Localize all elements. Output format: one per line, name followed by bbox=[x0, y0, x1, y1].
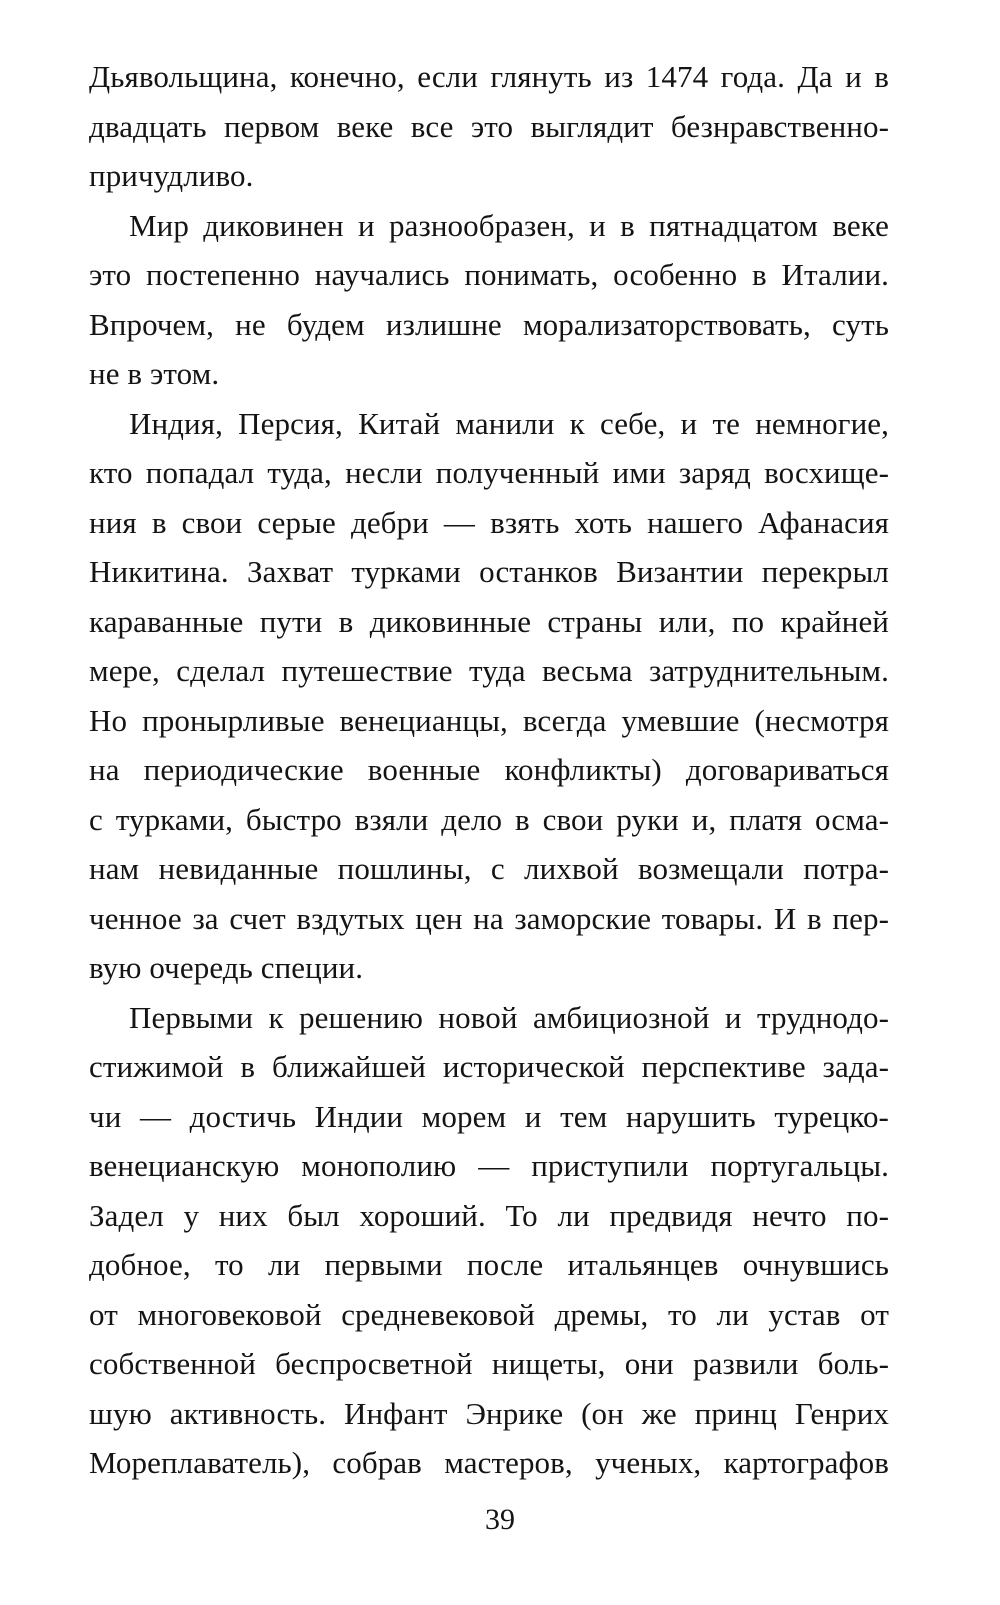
text-line: Индия, Персия, Китай манили к себе, и те немногие, bbox=[129, 405, 889, 441]
text-line: ния в свои серые дебри — взять хоть нашего Афанасия bbox=[89, 504, 889, 540]
text-line: от многовековой средневековой дремы, то ли устав от bbox=[89, 1296, 889, 1332]
text-line: не в этом. bbox=[89, 356, 220, 391]
text-line: на периодические военные конфликты) договариваться bbox=[89, 752, 889, 787]
text-line: это постепенно научались понимать, особенно в Италии. bbox=[89, 257, 889, 292]
page-number: 39 bbox=[485, 1503, 515, 1536]
text-line: кто попадал туда, несли полученный ими заряд восхище- bbox=[89, 455, 889, 490]
text-line: Мир диковинен и разнообразен, и в пятнадцатом веке bbox=[129, 207, 889, 243]
text-line: Дьявольщина, конечно, если глянуть из 1474 года. Да и в bbox=[89, 59, 889, 94]
text-line: Но пронырливые венецианцы, всегда умевшие (несмотря bbox=[89, 702, 889, 738]
text-line: шую активность. Инфант Энрике (он же принц Генрих bbox=[89, 1395, 889, 1431]
text-line: Впрочем, не будем излишне морализаторствовать, суть bbox=[89, 306, 889, 342]
text-line: вую очередь специи. bbox=[89, 950, 364, 985]
text-line: Первыми к решению новой амбициозной и труднодо- bbox=[129, 999, 889, 1035]
text-line: ченное за счет вздутых цен на заморские товары. И в пер- bbox=[89, 900, 889, 936]
text-line: Никитина. Захват турками останков Византии перекрыл bbox=[89, 554, 889, 589]
text-line: с турками, быстро взяли дело в свои руки и, платя осма- bbox=[89, 801, 889, 837]
text-line: чи — достичь Индии морем и тем нарушить турецко- bbox=[89, 1098, 889, 1134]
text-line: нам невиданные пошлины, с лихвой возмещали потра- bbox=[89, 851, 889, 886]
text-line: стижимой в ближайшей исторической перспективе зада- bbox=[89, 1049, 889, 1084]
text-line: караванные пути в диковинные страны или, по крайней bbox=[89, 603, 889, 639]
text-line: Задел у них был хороший. То ли предвидя нечто по- bbox=[89, 1197, 889, 1233]
text-line: добное, то ли первыми после итальянцев очнувшись bbox=[89, 1247, 889, 1282]
text-line: мере, сделал путешествие туда весьма затруднительным. bbox=[89, 653, 889, 688]
text-line: Мореплаватель), собрав мастеров, ученых, картографов bbox=[89, 1445, 889, 1480]
text-line: венецианскую монополию — приступили португальцы. bbox=[89, 1148, 889, 1183]
body-text bbox=[89, 52, 889, 1488]
text-line: собственной беспросветной нищеты, они развили боль- bbox=[89, 1346, 889, 1381]
text-line: причудливо. bbox=[89, 158, 254, 193]
text-line: двадцать первом веке все это выглядит безнравственно- bbox=[89, 108, 889, 144]
